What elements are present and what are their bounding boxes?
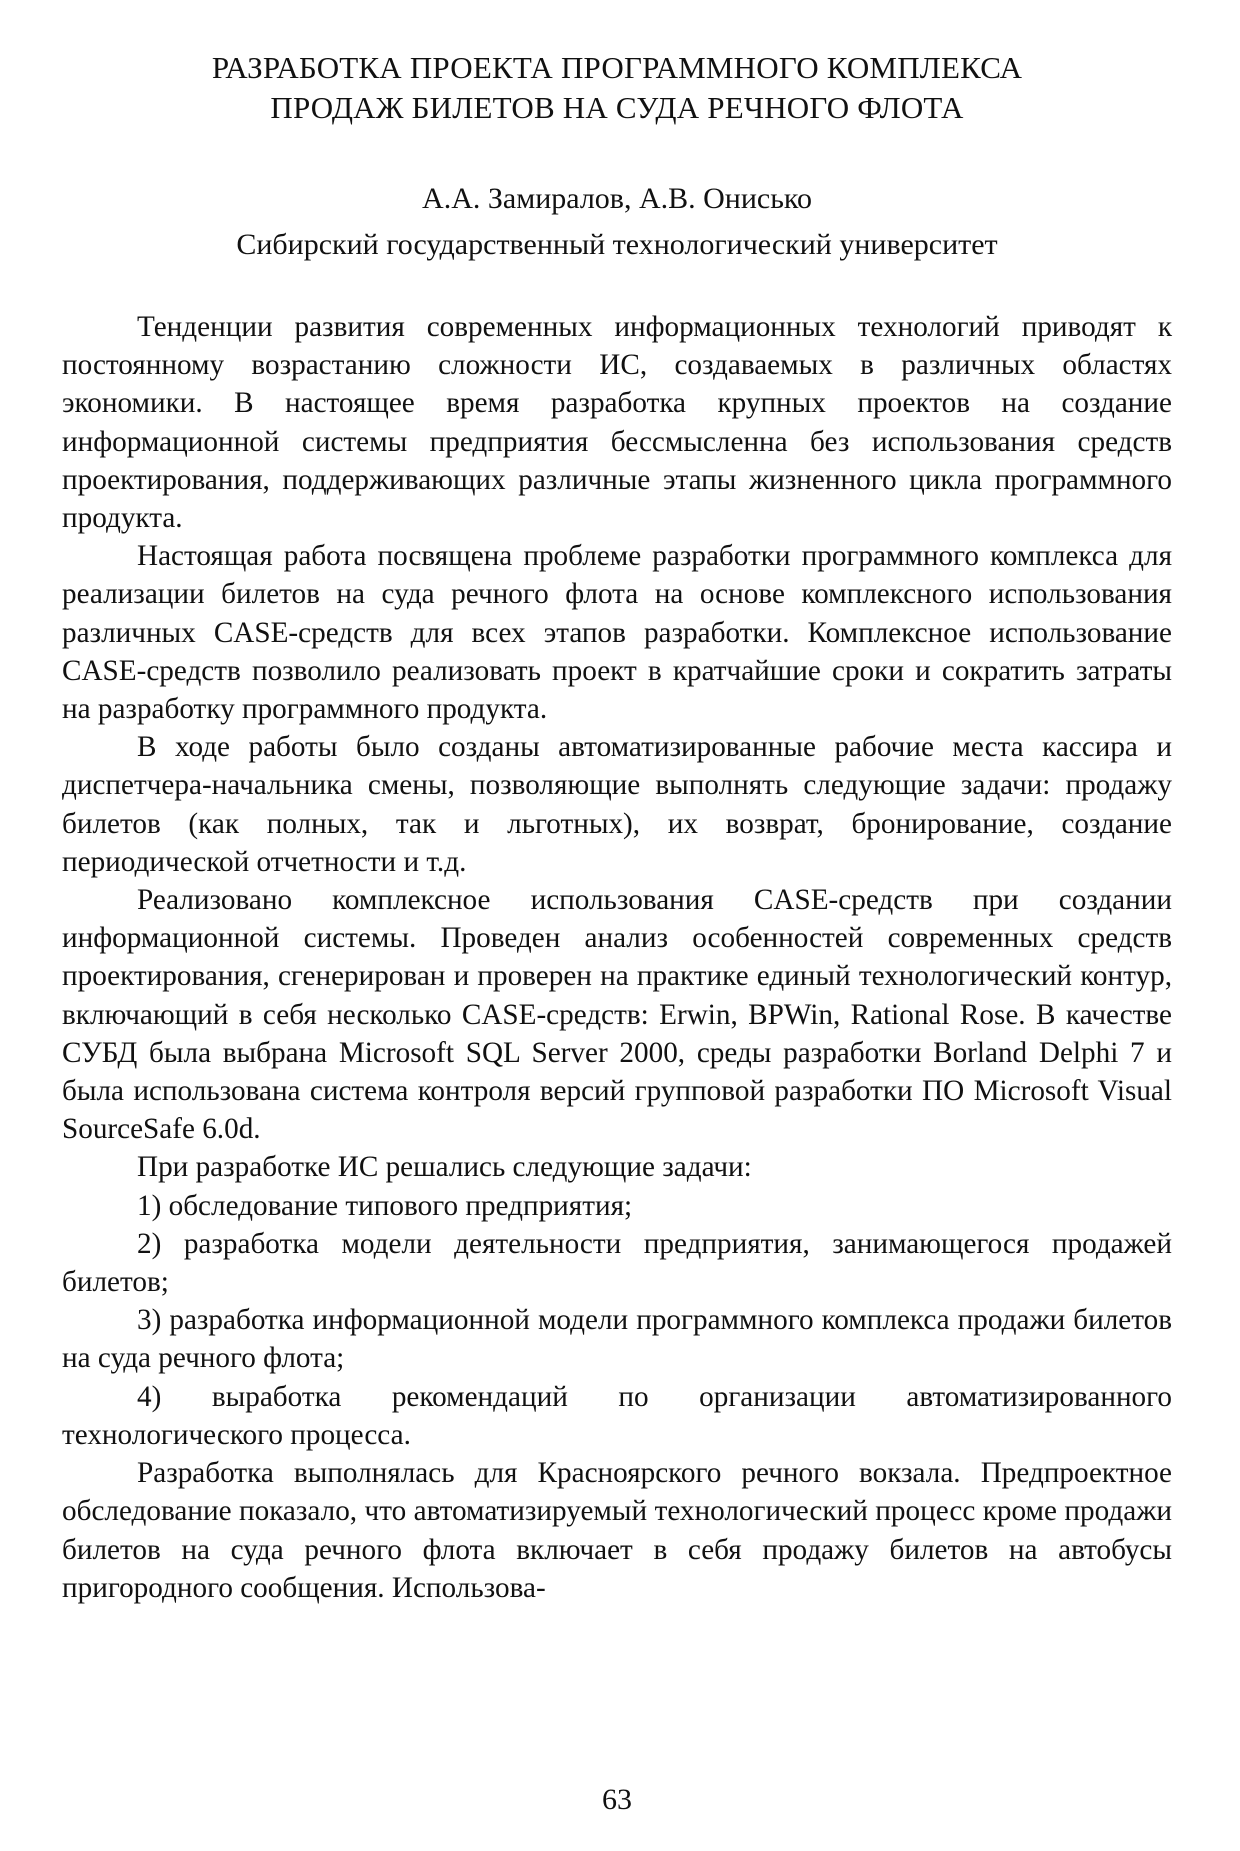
list-item-task-4: 4) выработка рекомендаций по организации автоматизированного технологического процесса. xyxy=(62,1380,1172,1451)
article-title xyxy=(62,48,1172,128)
paragraph-krasnoyarsk: Разработка выполнялась для Красноярского речного вокзала. Предпроектное обследование показало, что автоматизируемый технологический процесс кроме продажи билетов на суда речного флота включает в себя продажу билетов на автобусы пригородного сообщения. Использова- xyxy=(62,1457,1172,1604)
paragraph-case-tools: Реализовано комплексное использования CASE-средств при создании информационной системы. Проведен анализ особенностей современных средств проектирования, сгенерирован и проверен на практике единый технологический контур, включающий в себя несколько CASE-средств: Erwin, BPWin, Rational Rose. В качестве СУБД была выбрана Microsoft SQL Server 2000, среды разработки Borland Delphi 7 и была использована система контроля версий групповой разработки ПО Microsoft Visual SourceSafe 6.0d. xyxy=(62,884,1172,1146)
paragraph-purpose: Настоящая работа посвящена проблеме разработки программного комплекса для реализации билетов на суда речного флота на основе комплексного использования различных CASE-средств для всех этапов разработки. Комплексное использование CASE-средств позволило реализовать проект в кратчайшие сроки и сократить затраты на разработку программного продукта. xyxy=(62,540,1172,726)
authors: А.А. Замиралов, А.В. Онисько xyxy=(422,182,812,215)
article-body xyxy=(62,308,1172,1607)
paragraph-workstations: В ходе работы было созданы автоматизированные рабочие места кассира и диспетчера-начальника смены, позволяющие выполнять следующие задачи: продажу билетов (как полных, так и льготных), их возврат, бронирование, создание периодической отчетности и т.д. xyxy=(62,731,1172,878)
title-line-1: РАЗРАБОТКА ПРОЕКТА ПРОГРАММНОГО КОМПЛЕКСА xyxy=(211,50,1023,85)
paragraph-intro: Тенденции развития современных информационных технологий приводят к постоянному возрастанию сложности ИС, создаваемых в различных областях экономики. В настоящее время разработка крупных проектов на создание информационной системы предприятия бессмысленна без использования средств проектирования, поддерживающих различные этапы жизненного цикла программного продукта. xyxy=(62,311,1172,535)
paper-page xyxy=(62,48,1172,1818)
affiliation: Сибирский государственный технологический университет xyxy=(236,228,998,261)
list-item-task-2: 2) разработка модели деятельности предприятия, занимающегося продажей билетов; xyxy=(62,1227,1172,1299)
title-line-2: ПРОДАЖ БИЛЕТОВ НА СУДА РЕЧНОГО ФЛОТА xyxy=(270,90,964,125)
list-item-task-3: 3) разработка информационной модели программного комплекса продажи билетов на суда речного флота; xyxy=(62,1304,1172,1375)
page-number: 63 xyxy=(602,1783,632,1816)
paragraph-tasks-heading: При разработке ИС решались следующие задачи: xyxy=(137,1151,752,1184)
list-item-task-1: 1) обследование типового предприятия; xyxy=(137,1189,633,1222)
